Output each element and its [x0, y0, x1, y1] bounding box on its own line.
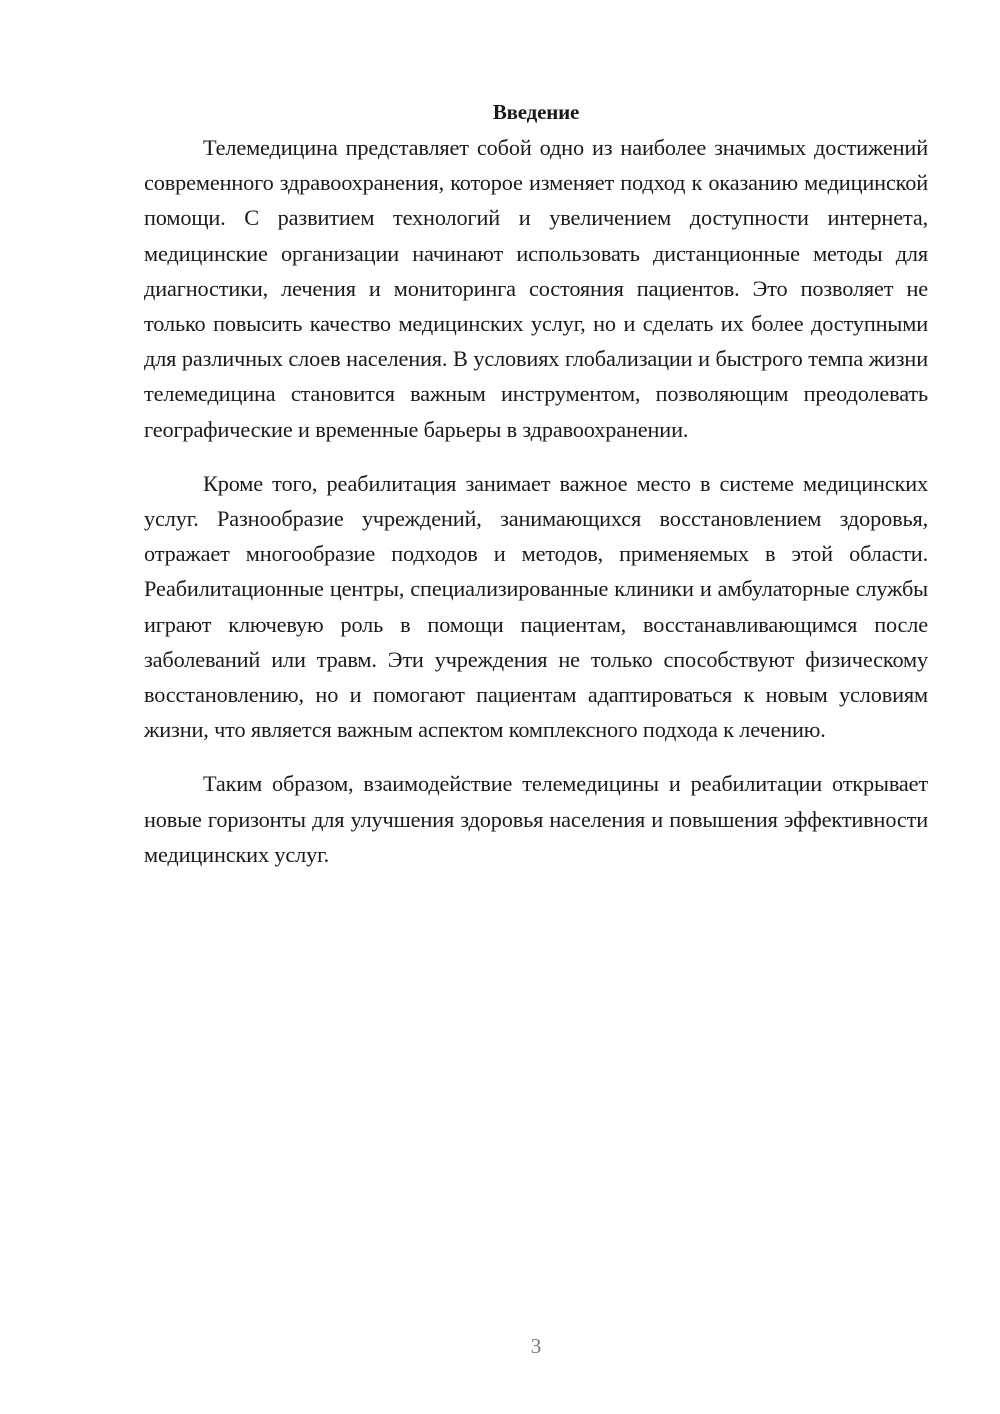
- paragraph-rehabilitation: Кроме того, реабилитация занимает важное место в системе медицинских услуг. Разнообразие учреждений, занимающихся восстановлением здоровья, отражает многообразие подходов и методов, применяемых в этой области. Реабилитационные центры, специализированные клиники и амбулаторные службы играют ключевую роль в помощи пациентам, восстанавливающимся после заболеваний или травм. Эти учреждения не только способствуют физическому восстановлению, но и помогают пациентам адаптироваться к новым условиям жизни, что является важным аспектом комплексного подхода к лечению.: [144, 470, 928, 743]
- page-number: 3: [530, 1334, 542, 1358]
- paragraph-conclusion: Таким образом, взаимодействие телемедицины и реабилитации открывает новые горизонты для улучшения здоровья населения и повышения эффективности медицинских услуг.: [144, 771, 928, 867]
- paragraph-telemedicine: Телемедицина представляет собой одно из наиболее значимых достижений современного здравоохранения, которое изменяет подход к оказанию медицинской помощи. С развитием технологий и увеличением доступности интернета, медицинские организации начинают использовать дистанционные методы для диагностики, лечения и мониторинга состояния пациентов. Это позволяет не только повысить качество медицинских услуг, но и сделать их более доступными для различных слоев населения. В условиях глобализации и быстрого темпа жизни телемедицина становится важным инструментом, позволяющим преодолевать географические и временные барьеры в здравоохранении.: [144, 135, 928, 442]
- page-content: [144, 95, 928, 872]
- section-heading: Введение: [492, 100, 580, 124]
